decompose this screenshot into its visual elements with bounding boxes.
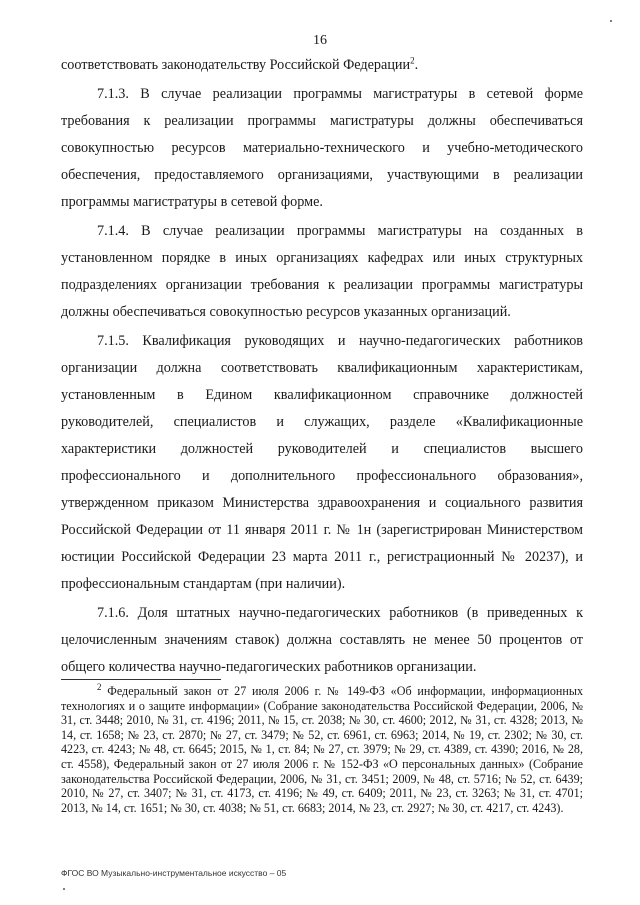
paragraph-7-1-3: 7.1.3. В случае реализации программы магистратуры в сетевой форме требования к реализации программы магистратуры должны обеспечиваться совокупностью ресурсов материально-технического и учебно-методического обеспечения, предоставляемого организациями, участвующими в реализации программы магистратуры в сетевой форме.: [61, 86, 583, 210]
paragraph-suffix: .: [414, 57, 419, 73]
page-number: 16: [313, 33, 327, 48]
paragraph-7-1-5: 7.1.5. Квалификация руководящих и научно-педагогических работников организации должна соответствовать квалификационным характеристикам, установленным в Едином квалификационном справочнике должностей руководителей, специалистов и служащих, разделе «Квалификационные характеристики должностей руководителей и специалистов высшего профессионального и дополнительного профессионального образования», утвержденном приказом Министерства здравоохранения и социального развития Российской Федерации от 11 января 2011 г. № 1н (зарегистрирован Министерством юстиции Российской Федерации 23 марта 2011 г., регистрационный № 20237), и профессиональным стандартам (при наличии).: [61, 333, 583, 592]
scan-speck: [63, 888, 65, 890]
footnote-separator: [61, 679, 221, 680]
paragraph-7-1-4: 7.1.4. В случае реализации программы магистратуры на созданных в установленном порядке в иных организациях кафедрах или иных структурных подразделениях организации требования к реализации программы магистратуры должны обеспечиваться совокупностью ресурсов указанных организаций.: [61, 223, 583, 320]
footnote-body: [61, 681, 583, 815]
footnote-reference[interactable]: 2: [410, 55, 415, 66]
body-text: [61, 52, 583, 683]
paragraph-7-1-6: 7.1.6. Доля штатных научно-педагогических работников (в приведенных к целочисленным значениям ставок) должна составлять не менее 50 процентов от общего количества научно-педагогических работников организации.: [61, 605, 583, 675]
paragraph-continuation: [61, 52, 583, 79]
paragraph-text: соответствовать законодательству Российской Федерации: [61, 57, 411, 73]
document-footer: ФГОС ВО Музыкально-инструментальное искусство – 05: [61, 868, 287, 878]
footnote: [61, 681, 583, 815]
footnote-marker: 2: [97, 681, 102, 692]
footnote-text: Федеральный закон от 27 июля 2006 г. № 149-ФЗ «Об информации, информационных технологиях и о защите информации» (Собрание законодательства Российской Федерации, 2006, № 31, ст. 3448; 2010, № 31, ст. 4196; 2011, № 15, ст. 2038; № 30, ст. 4600; 2012, № 31, ст. 4328; 2013, № 14, ст. 1658; № 23, ст. 2870; № 27, ст. 3479; № 52, ст. 6961, ст. 6963; 2014, № 19, ст. 2302; № 30, ст. 4223, ст. 4243; № 48, ст. 6645; 2015, № 1, ст. 84; № 27, ст. 3979; № 29, ст. 4389, ст. 4390; 2016, № 28, ст. 4558), Федеральный закон от 27 июля 2006 г. № 152-ФЗ «О персональных данных» (Собрание законодательства Российской Федерации, 2006, № 31, ст. 3451; 2009, № 48, ст. 5716; № 52, ст. 6439; 2010, № 27, ст. 3407; № 31, ст. 4173, ст. 4196; № 49, ст. 6409; 2011, № 23, ст. 3263; № 31, ст. 4701; 2013, № 14, ст. 1651; № 30, ст. 4038; № 51, ст. 6683; 2014, № 23, ст. 2927; № 30, ст. 4217, ст. 4243).: [61, 684, 583, 815]
scan-speck: [610, 20, 612, 22]
